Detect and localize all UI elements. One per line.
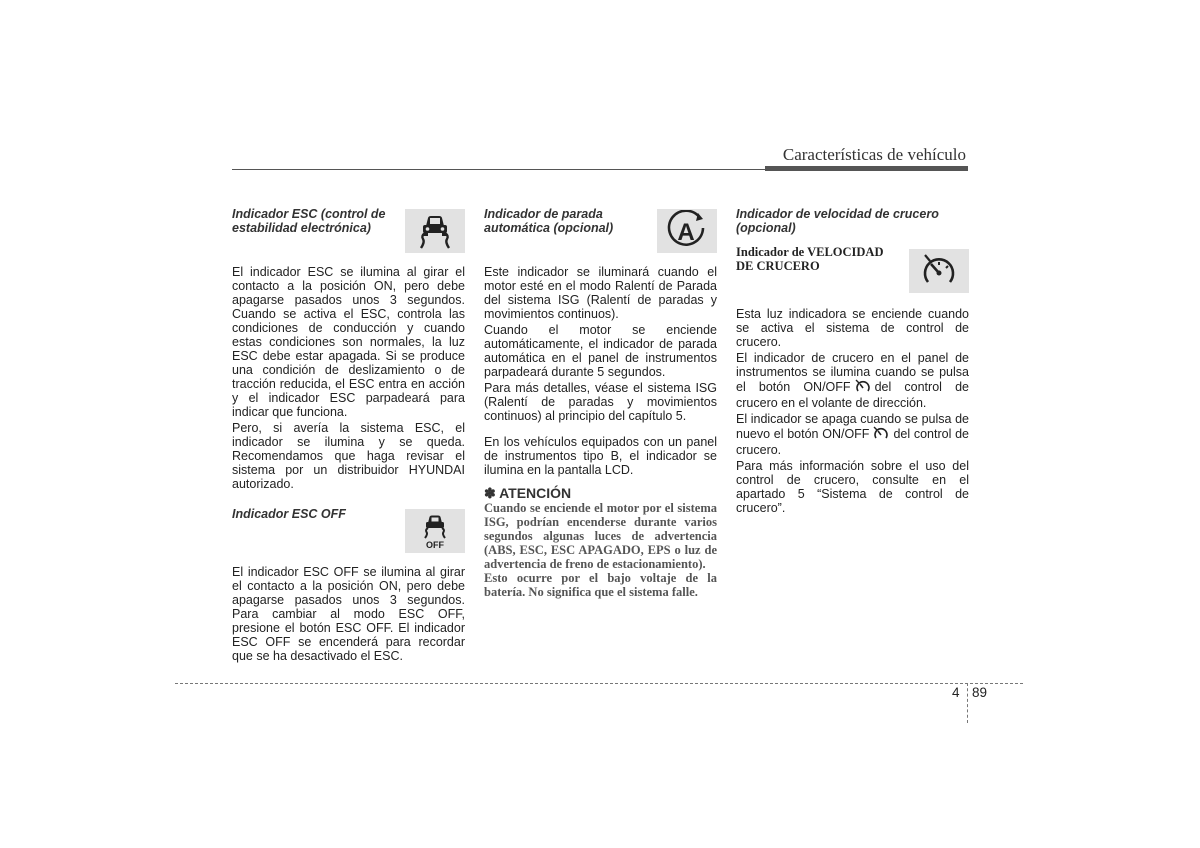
cruise-paragraph-3 (736, 412, 969, 457)
attention-paragraph-1: Cuando se enciende el motor por el sistema ISG, podrían encenderse durante varios segundos algunas luces de advertencia (ABS, ESC, ESC APAGADO, EPS o luz de advertencia de freno de estacionamiento). (484, 501, 717, 571)
cruise-paragraph-3a: El indicador se apaga cuando se pulsa de nuevo el botón ON/OFF (736, 412, 969, 441)
isg-paragraph-1: Este indicador se iluminará cuando el motor esté en el modo Ralentí de Parada del sistema ISG (Ralentí de paradas y movimientos continuos). (484, 265, 717, 321)
isg-section-title: Indicador de parada automática (opcional) (484, 207, 614, 235)
cruise-paragraph-2 (736, 351, 969, 410)
column-2 (484, 207, 717, 599)
isg-section-header (484, 207, 717, 255)
cruise-label-header (736, 245, 969, 297)
isg-paragraph-4: En los vehículos equipados con un panel de instrumentos tipo B, el indicador se ilumina en la pantalla LCD. (484, 435, 717, 477)
esc-section-title: Indicador ESC (control de estabilidad electrónica) (232, 207, 386, 235)
page-number: 89 (972, 685, 988, 700)
esc-paragraph-2: Pero, si avería la sistema ESC, el indicador se ilumina y se queda. Recomendamos que haga revisar el sistema por un distribuidor HYUNDAI autorizado. (232, 421, 465, 491)
esc-off-section-header (232, 507, 465, 555)
cruise-paragraph-4: Para más información sobre el uso del control de crucero, consulte en el apartado 5 “Sistema de control de crucero”. (736, 459, 969, 515)
attention-paragraph-2: Esto ocurre por el bajo voltaje de la batería. No significa que el sistema falle. (484, 571, 717, 599)
isg-paragraph-2: Cuando el motor se enciende automáticamente, el indicador de parada automática en el panel de instrumentos parpadeará durante 5 segundos. (484, 323, 717, 379)
cruise-paragraph-2a: El indicador de crucero en el panel de instrumentos se ilumina cuando se pulsa el botón ON/OFF (736, 351, 969, 394)
cruise-section-title: Indicador de velocidad de crucero (opcional) (736, 207, 939, 235)
auto-stop-icon-letter: A (677, 219, 695, 246)
esc-section-header (232, 207, 465, 255)
esc-off-section-title: Indicador ESC OFF (232, 507, 346, 521)
cruise-indicator-label: Indicador de VELOCIDAD DE CRUCERO (736, 245, 884, 273)
chapter-number: 4 (952, 685, 960, 700)
esc-off-icon (405, 509, 465, 553)
cruise-paragraph-1: Esta luz indicadora se enciende cuando se activa el sistema de control de crucero. (736, 307, 969, 349)
isg-paragraph-3: Para más detalles, véase el sistema ISG (Ralentí de paradas y movimientos continuos) al principio del capítulo 5. (484, 381, 717, 423)
cruise-control-icon (909, 249, 969, 293)
column-3 (736, 207, 969, 517)
cruise-button-icon (873, 426, 889, 443)
running-header-title: Características de vehículo (782, 145, 966, 164)
header-rule (232, 169, 966, 170)
esc-skid-car-icon (405, 209, 465, 253)
footer-vertical-divider (967, 683, 968, 723)
column-1 (232, 207, 465, 665)
attention-title: ✽ ATENCIÓN (484, 485, 572, 501)
cruise-paragraph-2b: del control de crucero en el volante de dirección. (736, 380, 969, 410)
cruise-paragraph-3b: del control de crucero. (736, 427, 969, 457)
auto-stop-icon (657, 209, 717, 253)
esc-off-paragraph-1: El indicador ESC OFF se ilumina al girar el contacto a la posición ON, pero debe apagarse pasados unos 3 segundos. Para cambiar al modo ESC OFF, presione el botón ESC OFF. El indicador ESC OFF se encenderá para recordar que se ha desactivado el ESC. (232, 565, 465, 663)
footer-dashed-rule (175, 683, 1023, 684)
esc-paragraph-1: El indicador ESC se ilumina al girar el contacto a la posición ON, pero debe apagarse pasados unos 3 segundos. Cuando se activa el ESC, controla las condiciones de conducción y cuando estas condiciones son normales, la luz ESC debe estar apagada. Si se produce una condición de deslizamiento o de tracción reducida, el ESC entra en acción y el indicador ESC parpadeará para indicar que funciona. (232, 265, 465, 419)
esc-off-icon-text: OFF (426, 540, 444, 550)
cruise-button-icon (855, 379, 871, 396)
